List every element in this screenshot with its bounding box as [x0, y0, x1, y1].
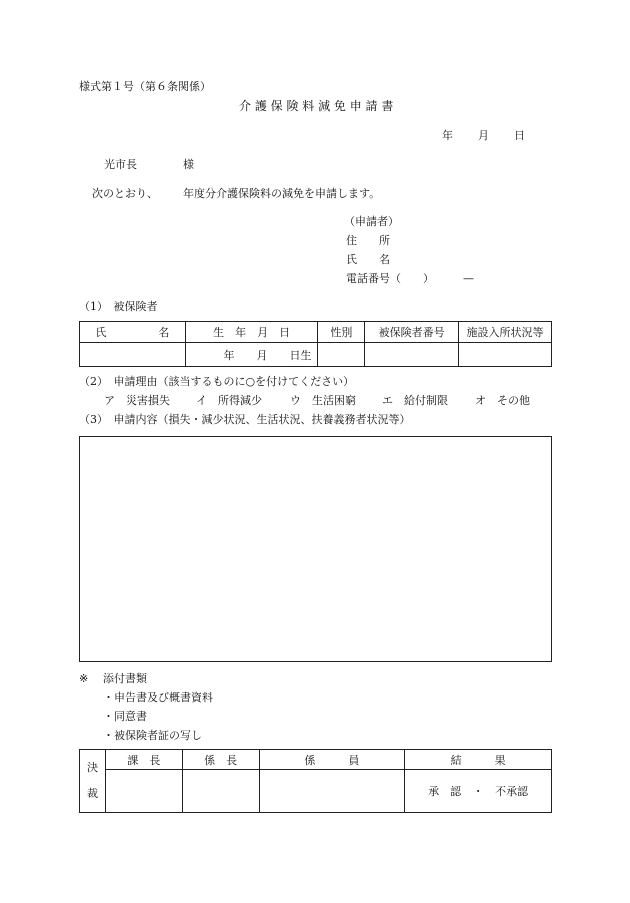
- applicant-name-label: 氏 名: [346, 253, 390, 266]
- decision-label-a: 決: [86, 761, 98, 774]
- reason-option-a[interactable]: ア 災害損失: [104, 394, 170, 407]
- result-header: 結 果: [405, 750, 552, 770]
- date-day: 日: [514, 129, 525, 142]
- insured-data-row: [80, 343, 552, 367]
- date-year: 年: [442, 129, 453, 142]
- facility-cell[interactable]: [459, 343, 552, 367]
- addressee-name: 光市長: [104, 158, 137, 171]
- staff-header: 係 員: [259, 750, 405, 770]
- reason-option-u[interactable]: ウ 生活困窮: [290, 394, 356, 407]
- chief-stamp-cell[interactable]: [105, 770, 182, 813]
- attachments-heading: 添付書類: [103, 672, 147, 685]
- attachment-item: ・同意書: [103, 710, 147, 723]
- sub-chief-stamp-cell[interactable]: [182, 770, 259, 813]
- attachment-item: ・被保険者証の写し: [103, 729, 202, 742]
- applicant-heading: （申請者）: [344, 215, 399, 228]
- intro-prefix: 次のとおり、: [92, 187, 158, 200]
- page-title: 介 護 保 険 料 減 免 申 請 書: [239, 99, 394, 113]
- applicant-phone-label: 電話番号（ ）: [346, 272, 434, 285]
- result-cell[interactable]: [405, 770, 552, 813]
- decision-stamp-row: [80, 770, 552, 813]
- reason-option-e[interactable]: エ 給付制限: [382, 394, 448, 407]
- applicant-address-label: 住 所: [346, 234, 390, 247]
- name-header-b: 名: [158, 326, 170, 339]
- attachments-mark: ※: [79, 672, 89, 685]
- attachment-item: ・申告書及び概書資料: [103, 691, 213, 704]
- application-content-box[interactable]: [79, 436, 552, 662]
- number-header: 被保険者番号: [365, 322, 459, 343]
- insured-name-cell[interactable]: [80, 343, 186, 367]
- insured-name-header: [80, 322, 186, 343]
- sub-chief-header: 係 長: [182, 750, 259, 770]
- reason-option-i[interactable]: イ 所得減少: [196, 394, 262, 407]
- sex-cell[interactable]: [318, 343, 365, 367]
- birth-header: 生 年 月 日: [185, 322, 318, 343]
- number-cell[interactable]: [365, 343, 459, 367]
- intro-body: 年度分介護保険料の減免を申請します。: [183, 187, 381, 200]
- sex-header: 性別: [318, 322, 365, 343]
- insured-table: [79, 321, 552, 367]
- insured-header-row: [80, 322, 552, 343]
- facility-header: 施設入所状況等: [459, 322, 552, 343]
- name-header-a: 氏: [95, 326, 107, 339]
- applicant-phone-dash: —: [463, 272, 474, 285]
- decision-label: [80, 750, 106, 813]
- section2-heading: （2） 申請理由（該当するものに○を付けてください）: [79, 375, 355, 388]
- section1-heading: （1） 被保険者: [79, 300, 158, 313]
- decision-table: [79, 749, 552, 813]
- form-number: 様式第１号（第６条関係）: [79, 80, 211, 93]
- reject-option[interactable]: 不承認: [495, 785, 529, 798]
- decision-label-b: 裁: [86, 787, 98, 800]
- result-separator: ・: [472, 785, 484, 798]
- decision-header-row: [80, 750, 552, 770]
- approve-option[interactable]: 承 認: [428, 785, 462, 798]
- addressee-honorific: 様: [183, 158, 194, 171]
- staff-stamp-cell[interactable]: [259, 770, 405, 813]
- section3-heading: （3） 申請内容（損失・減少状況、生活状況、扶養義務者状況等）: [79, 413, 411, 426]
- chief-header: 課 長: [105, 750, 182, 770]
- reason-option-o[interactable]: オ その他: [475, 394, 530, 407]
- date-month: 月: [478, 129, 489, 142]
- birth-cell[interactable]: 年 月 日生: [185, 343, 318, 367]
